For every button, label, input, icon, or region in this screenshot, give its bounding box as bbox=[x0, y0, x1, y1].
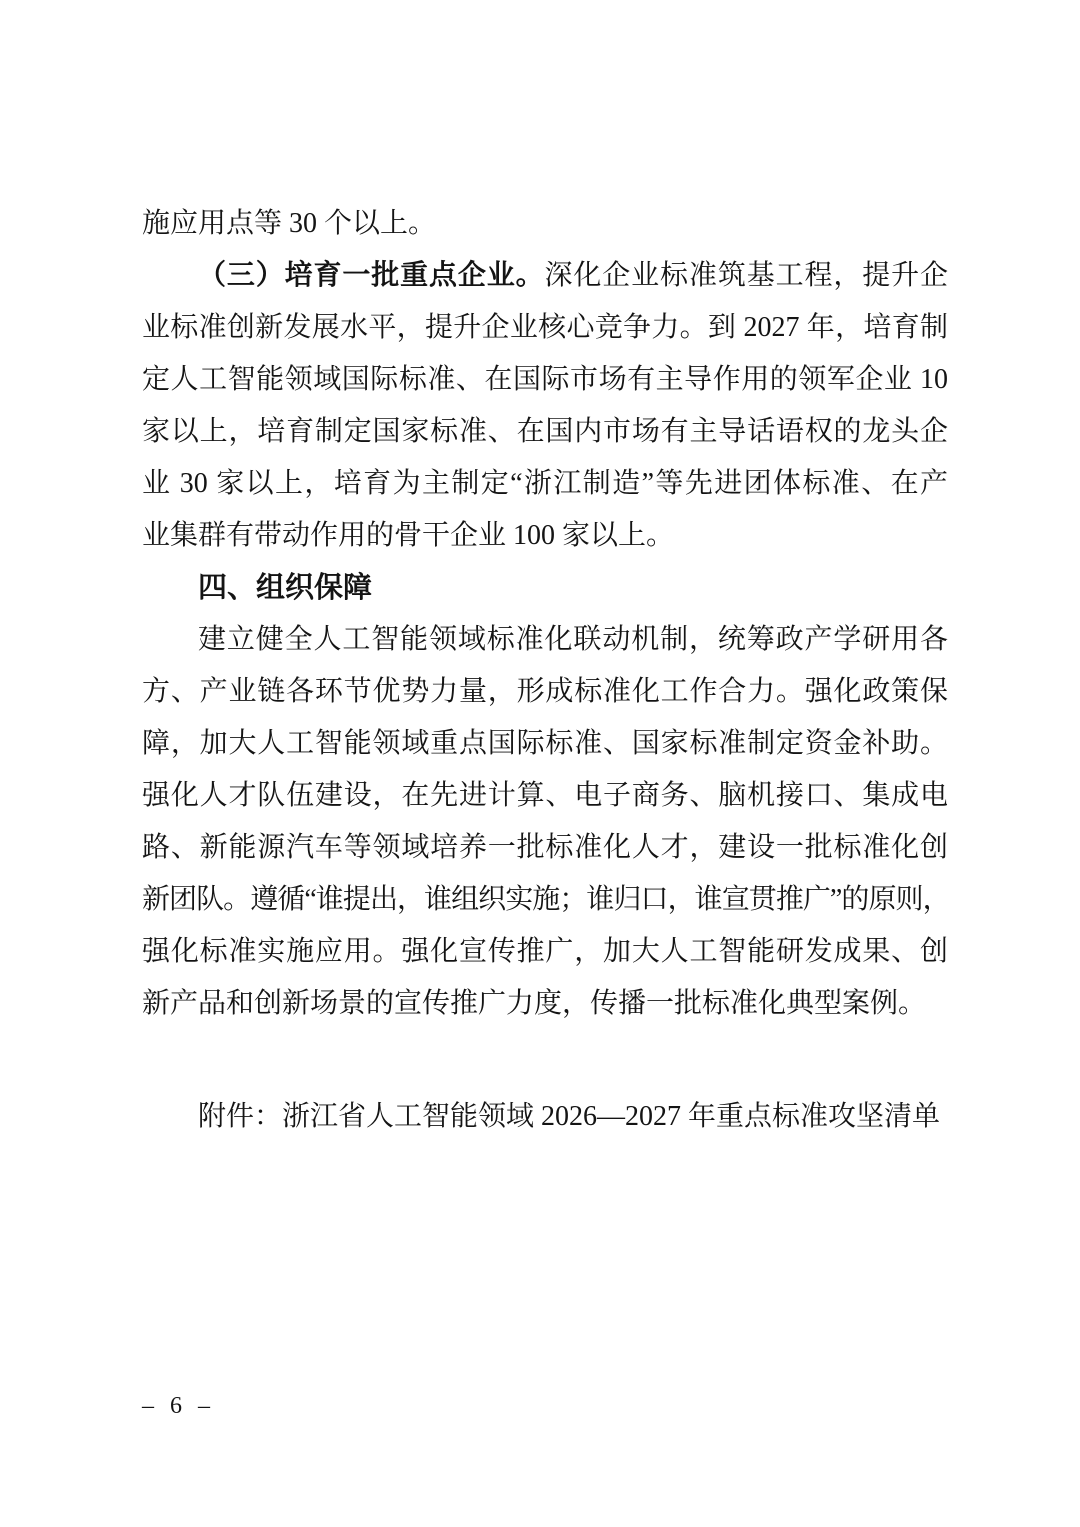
paragraph-organization-line-3: 障，加大人工智能领域重点国际标准、国家标准制定资金补助。 bbox=[142, 728, 948, 759]
item-three-title: （三）培育一批重点企业。 bbox=[198, 260, 545, 291]
item-three-text: 深化企业标准筑基工程，提升企 bbox=[544, 260, 948, 291]
paragraph-organization-line-6: 新团队。遵循“谁提出，谁组织实施；谁归口，谁宣贯推广”的原则， bbox=[142, 884, 948, 915]
document-body bbox=[142, 198, 948, 1143]
paragraph-enterprises-line-4: 家以上，培育制定国家标准、在国内市场有主导话语权的龙头企 bbox=[142, 416, 948, 447]
paragraph-organization-line-5: 路、新能源汽车等领域培养一批标准化人才，建设一批标准化创 bbox=[142, 832, 948, 863]
paragraph-enterprises-line-6: 业集群有带动作用的骨干企业 100 家以上。 bbox=[142, 520, 675, 551]
paragraph-organization-line-7: 强化标准实施应用。强化宣传推广，加大人工智能研发成果、创 bbox=[142, 936, 948, 967]
paragraph-organization-line-1: 建立健全人工智能领域标准化联动机制，统筹政产学研用各 bbox=[198, 624, 948, 655]
page-number: – 6 – bbox=[142, 1393, 215, 1419]
paragraph-organization-line-8: 新产品和创新场景的宣传推广力度，传播一批标准化典型案例。 bbox=[142, 988, 927, 1019]
paragraph-organization-line-2: 方、产业链各环节优势力量，形成标准化工作合力。强化政策保 bbox=[142, 676, 948, 707]
paragraph-organization-line-4: 强化人才队伍建设，在先进计算、电子商务、脑机接口、集成电 bbox=[142, 780, 948, 811]
section-heading-four: 四、组织保障 bbox=[198, 572, 373, 604]
paragraph-enterprises-line-5: 业 30 家以上，培育为主制定“浙江制造”等先进团体标准、在产 bbox=[142, 468, 948, 499]
paragraph-enterprises-line-3: 定人工智能领域国际标准、在国际市场有主导作用的领军企业 10 bbox=[142, 364, 948, 395]
paragraph-enterprises-line-2: 业标准创新发展水平，提升企业核心竞争力。到 2027 年，培育制 bbox=[142, 312, 948, 343]
paragraph-enterprises-line-1 bbox=[142, 250, 948, 302]
paragraph-tail-line: 施应用点等 30 个以上。 bbox=[142, 208, 437, 239]
attachment-reference-line: 附件：浙江省人工智能领域 2026—2027 年重点标准攻坚清单 bbox=[198, 1101, 941, 1132]
